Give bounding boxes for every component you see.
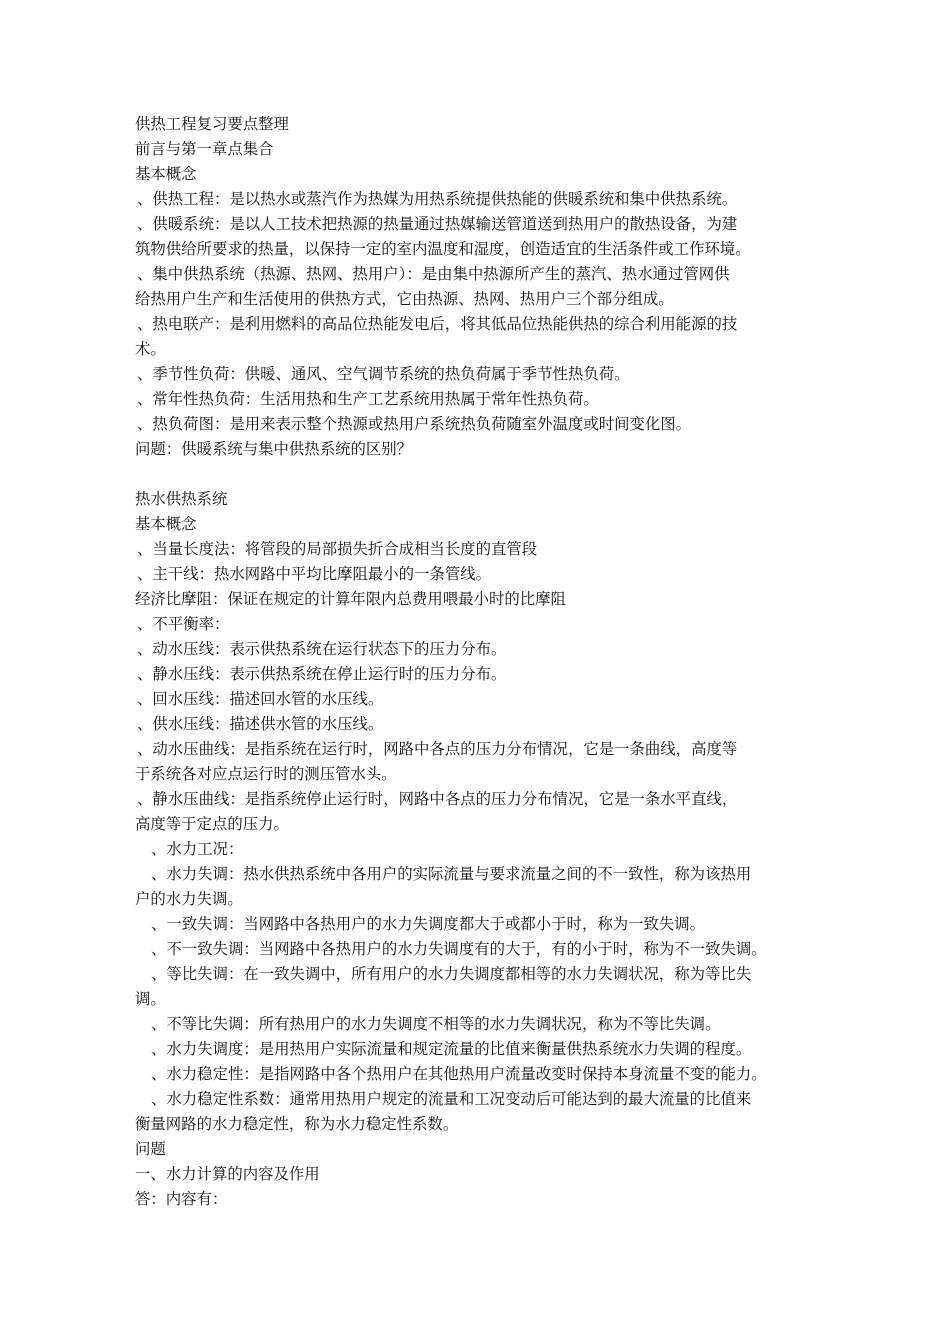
text-line: 衡量网路的水力稳定性，称为水力稳定性系数。 [135,1115,459,1133]
text-line: 、水力失调：热水供热系统中各用户的实际流量与要求流量之间的不一致性，称为该热用 [151,865,752,883]
answer-line: 答：内容有： [135,1190,228,1208]
question-heading: 问题 [135,1140,166,1158]
text-line: 筑物供给所要求的热量，以保持一定的室内温度和湿度，创造适宜的生活条件或工作环境。 [135,240,751,258]
text-line: 、不平衡率： [137,615,230,633]
document-body [135,112,825,1212]
text-line: 、一致失调：当网路中各热用户的水力失调度都大于或都小于时，称为一致失调。 [151,915,706,933]
question-line: 问题：供暖系统与集中供热系统的区别？ [135,440,413,458]
text-line: 术。 [135,340,166,358]
text-line: 、季节性负荷：供暖、通风、空气调节系统的热负荷属于季节性热负荷。 [137,365,630,383]
text-line: 、集中供热系统（热源、热网、热用户）：是由集中热源所产生的蒸汽、热水通过管网供 [137,265,730,283]
text-line: 、常年性热负荷：生活用热和生产工艺系统用热属于常年性热负荷。 [137,390,599,408]
text-line: 、供暖系统：是以人工技术把热源的热量通过热媒输送管道送到热用户的散热设备，为建 [137,215,738,233]
text-line: 、动水压线：表示供热系统在运行状态下的压力分布。 [137,640,507,658]
text-line: 经济比摩阻：保证在规定的计算年限内总费用喂最小时的比摩阻 [135,590,566,608]
section-heading: 热水供热系统 [135,490,228,508]
text-line: 调。 [135,990,166,1008]
subsection-heading: 基本概念 [135,165,197,183]
text-line: 、静水压曲线：是指系统停止运行时，网路中各点的压力分布情况，它是一条水平直线， [137,790,738,808]
text-line: 、等比失调：在一致失调中，所有用户的水力失调度都相等的水力失调状况，称为等比失 [151,965,752,983]
text-line: 、水力稳定性系数：通常用热用户规定的流量和工况变动后可能达到的最大流量的比值来 [151,1090,752,1108]
text-line: 、热负荷图：是用来表示整个热源或热用户系统热负荷随室外温度或时间变化图。 [137,415,692,433]
text-line: 、水力失调度：是用热用户实际流量和规定流量的比值来衡量供热系统水力失调的程度。 [151,1040,752,1058]
text-line: 、当量长度法：将管段的局部损失折合成相当长度的直管段 [137,540,538,558]
section-heading: 前言与第一章点集合 [135,140,274,158]
text-line: 、主干线：热水网路中平均比摩阻最小的一条管线。 [137,565,491,583]
question-line: 一、水力计算的内容及作用 [135,1165,320,1183]
text-line: 、回水压线：描述回水管的水压线。 [137,690,384,708]
text-line: 户的水力失调。 [135,890,243,908]
text-line: 、动水压曲线：是指系统在运行时，网路中各点的压力分布情况，它是一条曲线，高度等 [137,740,738,758]
text-line: 、不等比失调：所有热用户的水力失调度不相等的水力失调状况，称为不等比失调。 [151,1015,721,1033]
blank-line [135,462,825,487]
subsection-heading: 基本概念 [135,515,197,533]
text-line: 、水力工况： [151,840,244,858]
text-line: 给热用户生产和生活使用的供热方式，它由热源、热网、热用户三个部分组成。 [135,290,674,308]
text-line: 、供水压线：描述供水管的水压线。 [137,715,384,733]
text-line: 、不一致失调：当网路中各热用户的水力失调度有的大于，有的小于时，称为不一致失调。 [151,940,767,958]
text-line: 于系统各对应点运行时的测压管水头。 [135,765,397,783]
text-line: 、静水压线：表示供热系统在停止运行时的压力分布。 [137,665,507,683]
text-line: 、水力稳定性：是指网路中各个热用户在其他热用户流量改变时保持本身流量不变的能力。 [151,1065,767,1083]
text-line: 、供热工程：是以热水或蒸汽作为热媒为用热系统提供热能的供暖系统和集中供热系统。 [137,190,738,208]
text-line: 、热电联产：是利用燃料的高品位热能发电后，将其低品位热能供热的综合利用能源的技 [137,315,738,333]
doc-title: 供热工程复习要点整理 [135,115,289,133]
text-line: 高度等于定点的压力。 [135,815,289,833]
